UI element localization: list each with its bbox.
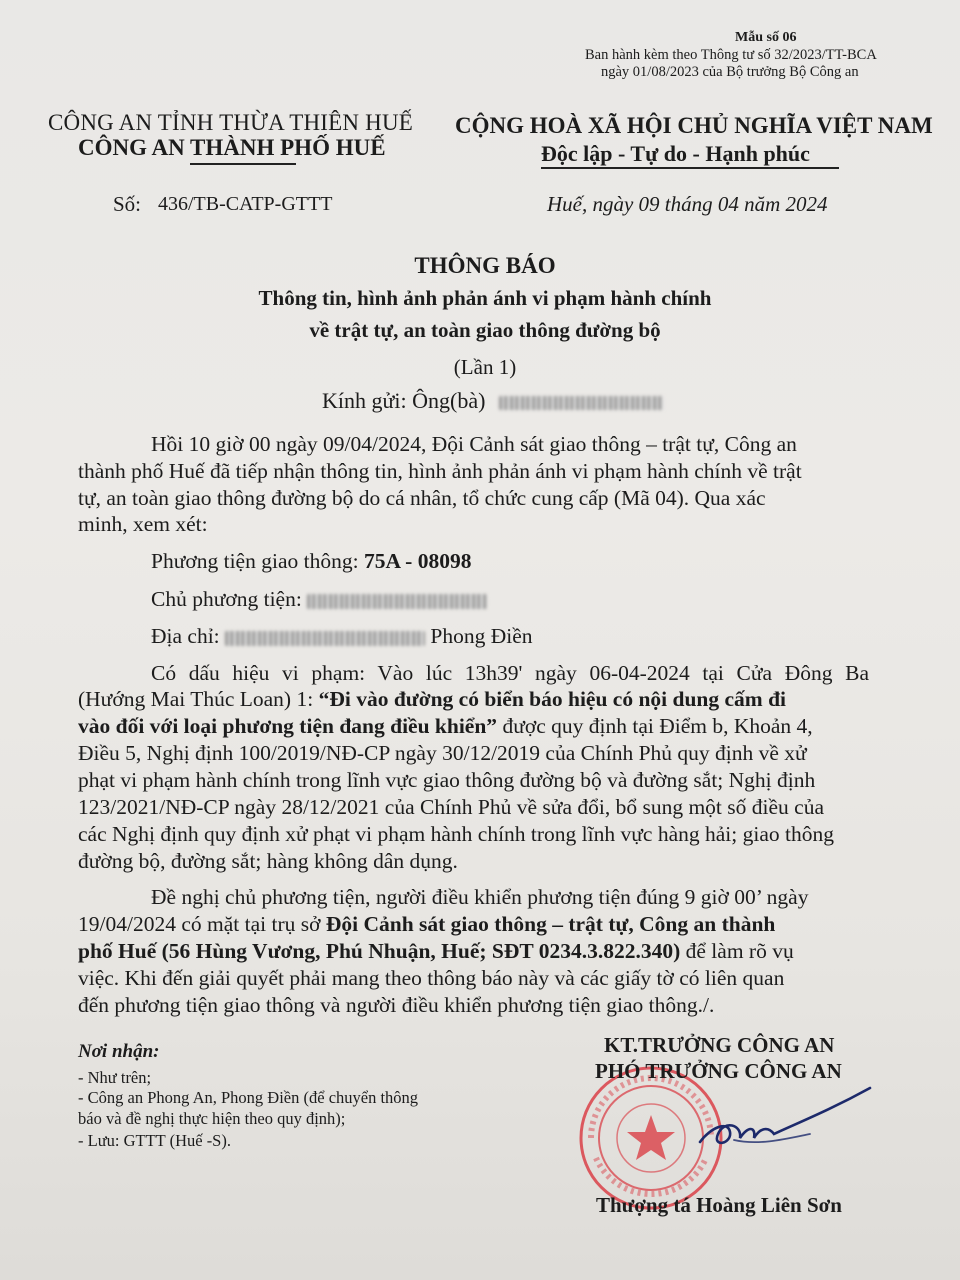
notice-title: THÔNG BÁO — [414, 253, 556, 278]
vehicle-plate-line — [151, 549, 471, 574]
request-line-3 — [78, 939, 794, 964]
motto-underline — [541, 167, 839, 169]
request-line-4: việc. Khi đến giải quyết phải mang theo thông báo này và các giấy tờ có liên quan — [78, 966, 785, 990]
signatory-title-1: KT.TRƯỞNG CÔNG AN — [604, 1033, 835, 1057]
request-line-5: đến phương tiện giao thông và người điều khiển phương tiện giao thông./. — [78, 993, 715, 1017]
recipient-item: - Như trên; — [78, 1068, 152, 1087]
intro-line-4: minh, xem xét: — [78, 512, 208, 536]
address-label: Địa chỉ: — [151, 624, 220, 648]
recipient-item: báo và đề nghị thực hiện theo quy định); — [78, 1109, 346, 1128]
redacted-address — [225, 631, 425, 646]
violation-line-3 — [78, 714, 813, 739]
vehicle-owner-label: Chủ phương tiện: — [151, 587, 302, 611]
agency-underline — [190, 163, 296, 165]
violation-line-4: Điều 5, Nghị định 100/2019/NĐ-CP ngày 30/12/2019 của Chính Phủ quy định về xử — [78, 741, 807, 765]
recipients-label: Nơi nhận: — [78, 1041, 160, 1062]
address-district: Phong Điền — [430, 624, 533, 648]
notice-round: (Lần 1) — [453, 355, 517, 379]
request-purpose: để làm rõ vụ — [680, 939, 794, 963]
violation-line-6: 123/2021/NĐ-CP ngày 28/12/2021 của Chính Phủ về sửa đổi, bổ sung một số điều của — [78, 795, 824, 819]
redacted-owner-name — [307, 594, 487, 609]
issued-date-line: ngày 01/08/2023 của Bộ trưởng Bộ Công an — [601, 64, 859, 80]
request-office-2: phố Huế (56 Hùng Vương, Phú Nhuận, Huế; SĐT 0234.3.822.340) — [78, 939, 681, 963]
violation-line-2 — [78, 687, 786, 712]
place-date: Huế, ngày 09 tháng 04 năm 2024 — [547, 192, 828, 216]
redacted-recipient-name — [499, 396, 664, 410]
nation-name: CỘNG HOÀ XÃ HỘI CHỦ NGHĨA VIỆT NAM — [455, 113, 933, 138]
violation-description-1: “Đi vào đường có biển báo hiệu có nội dung cấm đi — [318, 687, 787, 711]
signatory-name: Thượng tá Hoàng Liên Sơn — [596, 1193, 842, 1217]
signatory-title-2: PHÓ TRƯỞNG CÔNG AN — [595, 1059, 842, 1083]
form-number: Mẫu số 06 — [735, 30, 797, 45]
vehicle-plate-label: Phương tiện giao thông: — [151, 549, 364, 573]
violation-line-7: các Nghị định quy định xử phạt vi phạm hành chính trong lĩnh vực hàng hải; giao thông — [78, 822, 834, 846]
agency-name: CÔNG AN THÀNH PHỐ HUẾ — [78, 135, 386, 160]
violation-line-5: phạt vi phạm hành chính trong lĩnh vực giao thông đường bộ và đường sắt; Nghị định — [78, 768, 816, 792]
vehicle-plate-number: 75A - 08098 — [363, 549, 472, 573]
recipient-line — [322, 388, 664, 414]
issued-by-line: Ban hành kèm theo Thông tư số 32/2023/TT-BCA — [585, 47, 877, 63]
document-number: 436/TB-CATP-GTTT — [158, 193, 333, 215]
recipient-item: - Lưu: GTTT (Huế -S). — [78, 1131, 231, 1150]
intro-line-2: thành phố Huế đã tiếp nhận thông tin, hình ảnh phản ánh vi phạm hành chính về trật — [78, 459, 802, 483]
recipient-item: - Công an Phong An, Phong Điền (để chuyển thông — [78, 1088, 419, 1107]
recipient-label: Kính gửi: Ông(bà) — [322, 388, 486, 413]
violation-description-2: vào đối với loại phương tiện đang điều khiển” — [78, 714, 498, 738]
handwritten-signature — [690, 1080, 880, 1170]
notice-subtitle-1: Thông tin, hình ảnh phản ánh vi phạm hành chính — [258, 286, 712, 310]
violation-legal-ref: được quy định tại Điểm b, Khoản 4, — [497, 714, 813, 738]
document-number-label: Số: — [113, 192, 142, 216]
intro-line-1: Hồi 10 giờ 00 ngày 09/04/2024, Đội Cảnh sát giao thông – trật tự, Công an — [151, 432, 797, 456]
violation-location: (Hướng Mai Thúc Loan) 1: — [78, 687, 319, 711]
violation-line-1: Có dấu hiệu vi phạm: Vào lúc 13h39' ngày 06-04-2024 tại Cửa Đông Ba — [151, 661, 869, 685]
request-line-1: Đề nghị chủ phương tiện, người điều khiển phương tiện đúng 9 giờ 00’ ngày — [151, 885, 809, 909]
national-motto: Độc lập - Tự do - Hạnh phúc — [541, 141, 810, 166]
parent-agency: CÔNG AN TỈNH THỪA THIÊN HUẾ — [48, 110, 414, 135]
notice-subtitle-2: về trật tự, an toàn giao thông đường bộ — [309, 318, 661, 342]
request-line-2 — [78, 912, 775, 937]
request-date: 19/04/2024 có mặt tại trụ sở — [78, 912, 326, 936]
request-office-1: Đội Cảnh sát giao thông – trật tự, Công an thành — [325, 912, 776, 936]
violation-line-8: đường bộ, đường sắt; hàng không dân dụng. — [78, 849, 458, 873]
vehicle-owner-line — [151, 587, 487, 612]
address-line — [151, 624, 533, 649]
intro-line-3: tự, an toàn giao thông đường bộ do cá nhân, tổ chức cung cấp (Mã 04). Qua xác — [78, 486, 766, 510]
